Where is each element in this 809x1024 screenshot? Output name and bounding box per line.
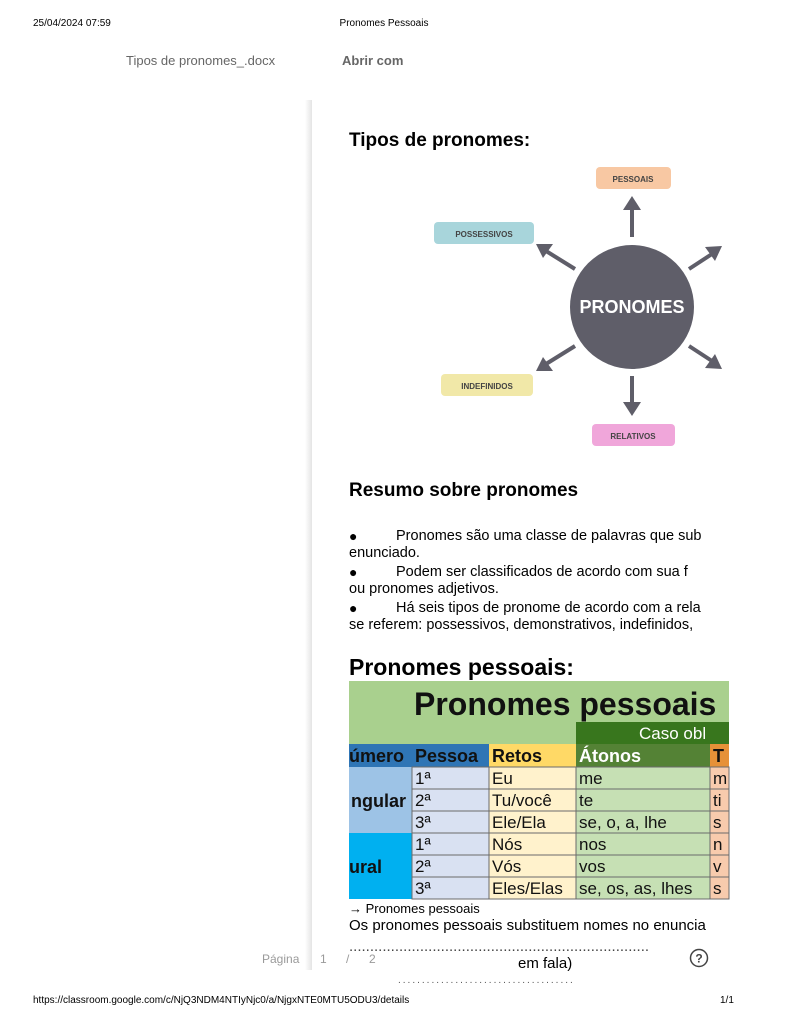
table-cell-tonico: n: [713, 835, 723, 854]
table-cell-pessoa: 3ª: [415, 813, 431, 832]
bullet-line-2: se referem: possessivos, demonstrativos, indefinidos,: [349, 617, 694, 633]
table-caption: → Pronomes pessoais: [349, 901, 480, 916]
table-cell-pessoa: 2ª: [415, 791, 431, 810]
header-tonicos: T: [713, 746, 724, 766]
arrow-up-head: [623, 196, 641, 210]
diagram-center-label: PRONOMES: [579, 297, 685, 317]
bullet-line-1: Há seis tipos de pronome de acordo com a rela: [396, 600, 701, 616]
bullet-line-2: ou pronomes adjetivos.: [349, 581, 499, 597]
pronouns-diagram: [412, 160, 732, 455]
table-graphic: [349, 681, 729, 899]
bullet-item: [349, 564, 809, 598]
bullet-item: [349, 528, 809, 562]
print-title: Pronomes Pessoais: [339, 18, 429, 29]
label-pessoais: PESSOAIS: [612, 175, 654, 184]
header-pessoa: Pessoa: [415, 746, 479, 766]
table-cell-reto: Vós: [492, 857, 522, 876]
bullet-dot: ●: [349, 600, 358, 616]
table-title: Pronomes pessoais: [414, 686, 717, 722]
summary-bullet-list: [349, 528, 809, 636]
open-with-button[interactable]: Abrir com: [342, 53, 404, 68]
table-cell-reto: Ele/Ela: [492, 813, 546, 832]
label-possessivos: POSSESSIVOS: [455, 230, 513, 239]
document-page: [312, 100, 728, 986]
bullet-line-1: Pronomes são uma classe de palavras que sub: [396, 528, 702, 544]
bullet-line-1: Podem ser classificados de acordo com sua f: [396, 564, 688, 580]
help-icon[interactable]: [689, 948, 709, 968]
paragraph-pessoais: Os pronomes pessoais substituem nomes no enuncia: [349, 917, 706, 934]
oblique-header: Caso obl: [639, 724, 707, 743]
header-retos: Retos: [492, 746, 543, 766]
table-body: [412, 767, 729, 899]
arrow-downleft: [546, 346, 575, 364]
print-header: [0, 18, 768, 32]
bullet-item: [349, 600, 809, 634]
table-cell-tonico: m: [713, 769, 728, 788]
table-cell-atono: se, os, as, lhes: [579, 879, 693, 898]
group-plural: ural: [349, 857, 383, 877]
table-cell-pessoa: 1ª: [415, 835, 431, 854]
partial-text-fragment: em fala): [518, 955, 573, 972]
print-url: https://classroom.google.com/c/NjQ3NDM4NTIyNjc0/a/NjgxNTE0MTU5ODU3/details: [33, 995, 410, 1006]
table-cell-atono: me: [579, 769, 603, 788]
table-cell-pessoa: 1ª: [415, 769, 431, 788]
clipped-text-line: .....................................: [398, 975, 575, 986]
table-cell-tonico: s: [713, 879, 722, 898]
heading-resumo: Resumo sobre pronomes: [349, 480, 579, 501]
table-cell-tonico: ti: [713, 791, 722, 810]
arrow-downright: [689, 346, 712, 361]
table-cell-tonico: v: [713, 857, 722, 876]
paragraph-next-line-clipped: ........................................................................: [349, 938, 650, 955]
group-singular: ngular: [351, 791, 407, 811]
arrow-down-head: [623, 402, 641, 416]
label-indefinidos: INDEFINIDOS: [461, 382, 513, 391]
table-cell-reto: Nós: [492, 835, 523, 854]
heading-types: Tipos de pronomes:: [349, 130, 531, 151]
personal-pronouns-table: [349, 681, 729, 899]
page-label: Página: [262, 952, 300, 966]
page-total: 2: [369, 952, 376, 966]
table-cell-pessoa: 3ª: [415, 879, 431, 898]
table-cell-reto: Eu: [492, 769, 513, 788]
bullet-dot: ●: [349, 528, 358, 544]
header-atonos: Átonos: [579, 746, 641, 766]
print-page-count: 1/1: [720, 995, 734, 1006]
arrow-upright: [689, 254, 712, 269]
header-numero: úmero: [349, 746, 405, 766]
heading-pessoais: Pronomes pessoais:: [349, 654, 574, 680]
page-current[interactable]: 1: [320, 952, 327, 966]
svg-text:?: ?: [695, 951, 703, 966]
table-cell-bg: [576, 789, 710, 811]
table-cell-atono: vos: [579, 857, 606, 876]
table-cell-atono: te: [579, 791, 594, 810]
table-cell-tonico: s: [713, 813, 722, 832]
arrow-upleft: [546, 251, 575, 269]
label-relativos: RELATIVOS: [610, 432, 656, 441]
page-separator: /: [346, 952, 350, 966]
table-cell-pessoa: 2ª: [415, 857, 431, 876]
table-cell-reto: Eles/Elas: [492, 879, 563, 898]
bullet-line-2: enunciado.: [349, 545, 420, 561]
file-name: Tipos de pronomes_.docx: [126, 53, 276, 68]
viewer-toolbar: [0, 52, 768, 72]
print-date: 25/04/2024 07:59: [33, 18, 111, 29]
table-cell-atono: se, o, a, lhe: [579, 813, 667, 832]
table-cell-reto: Tu/você: [492, 791, 552, 810]
table-cell-atono: nos: [579, 835, 607, 854]
bullet-dot: ●: [349, 564, 358, 580]
